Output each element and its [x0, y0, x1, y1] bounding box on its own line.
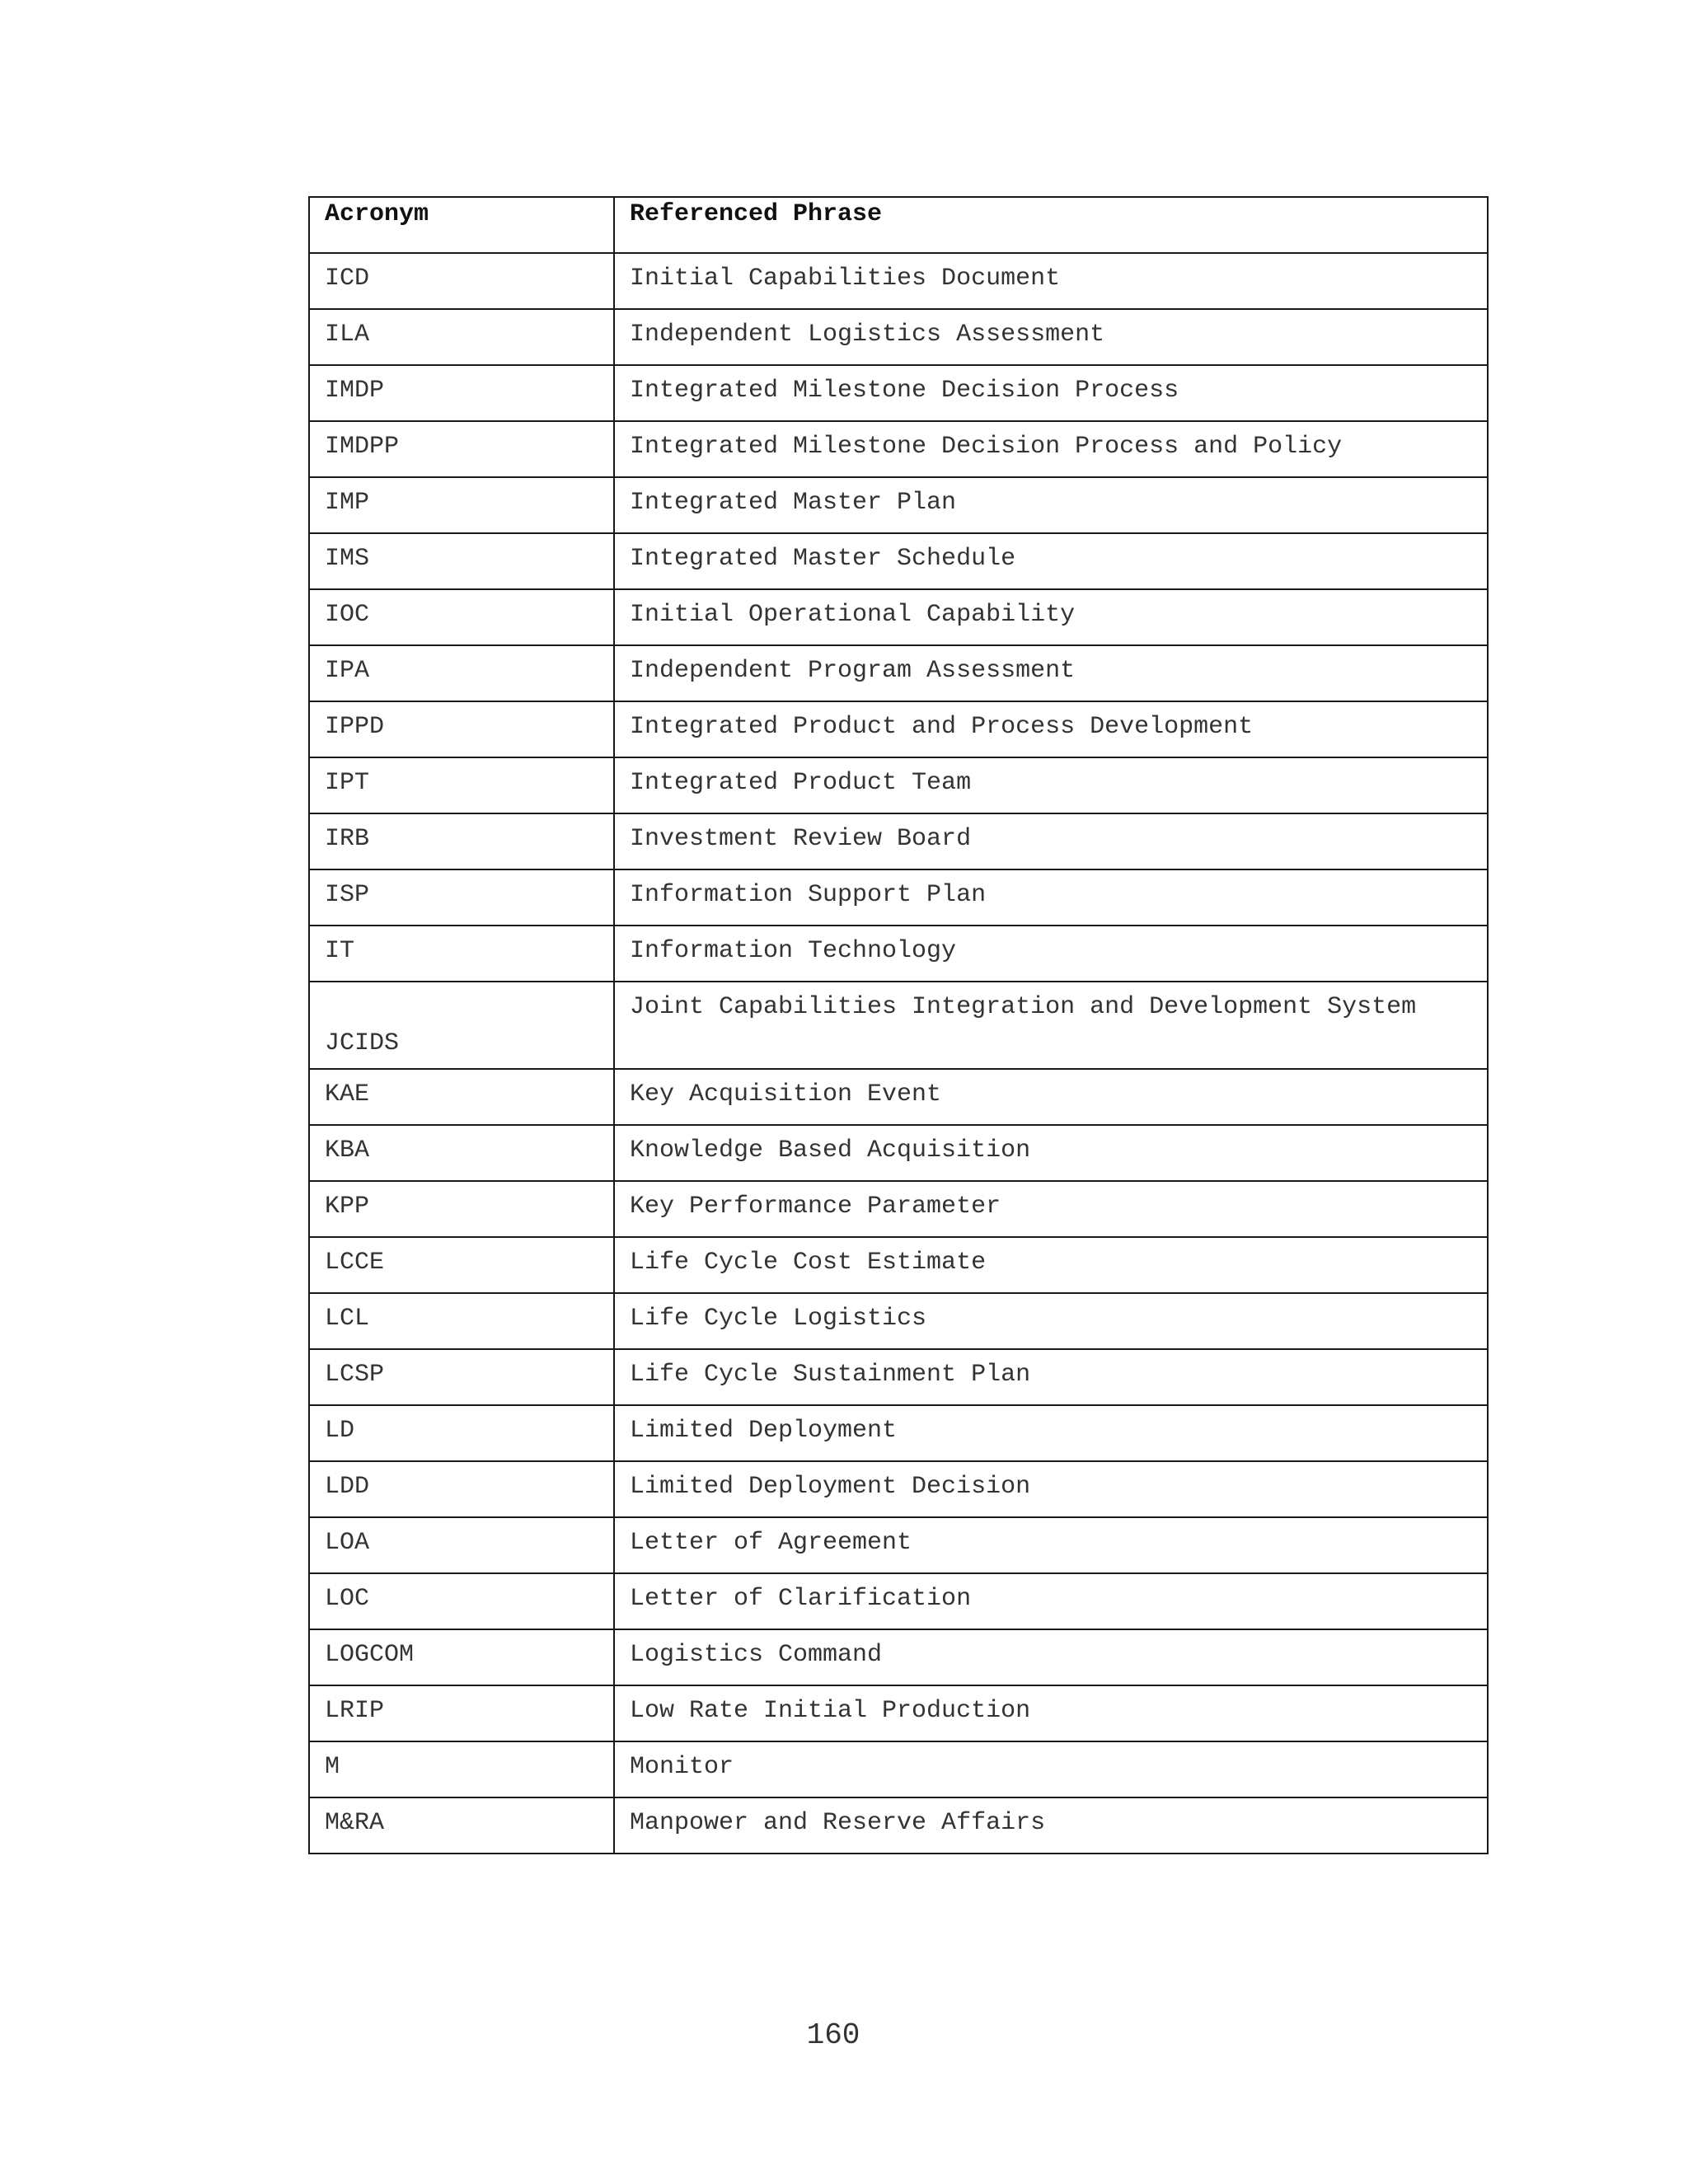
table-row [309, 253, 1488, 309]
acronym-cell: IOC [309, 589, 614, 645]
table-row [309, 1349, 1488, 1405]
table-row [309, 1517, 1488, 1573]
table-row [309, 982, 1488, 1069]
phrase-cell: Life Cycle Cost Estimate [614, 1237, 1488, 1293]
table-row [309, 589, 1488, 645]
phrase-cell: Knowledge Based Acquisition [614, 1125, 1488, 1181]
phrase-cell: Limited Deployment Decision [614, 1461, 1488, 1517]
acronym-cell: LOGCOM [309, 1629, 614, 1685]
table-row [309, 1069, 1488, 1125]
acronym-cell: LOA [309, 1517, 614, 1573]
table-row [309, 1797, 1488, 1854]
phrase-cell: Integrated Master Plan [614, 477, 1488, 533]
table-row [309, 1181, 1488, 1237]
acronym-cell: LCL [309, 1293, 614, 1349]
phrase-cell: Initial Capabilities Document [614, 253, 1488, 309]
phrase-cell: Letter of Agreement [614, 1517, 1488, 1573]
table-row [309, 1629, 1488, 1685]
phrase-cell: Integrated Milestone Decision Process and Policy [614, 421, 1488, 477]
acronym-cell: LCSP [309, 1349, 614, 1405]
table-row [309, 701, 1488, 757]
phrase-cell: Letter of Clarification [614, 1573, 1488, 1629]
acronym-cell: ICD [309, 253, 614, 309]
phrase-cell: Integrated Product Team [614, 757, 1488, 813]
acronym-cell: IMDPP [309, 421, 614, 477]
acronym-cell: KAE [309, 1069, 614, 1125]
phrase-cell: Investment Review Board [614, 813, 1488, 869]
phrase-cell: Manpower and Reserve Affairs [614, 1797, 1488, 1854]
table-row [309, 869, 1488, 926]
table-row [309, 1461, 1488, 1517]
phrase-cell: Integrated Milestone Decision Process [614, 365, 1488, 421]
phrase-cell: Logistics Command [614, 1629, 1488, 1685]
table-row [309, 1685, 1488, 1741]
acronym-cell: LCCE [309, 1237, 614, 1293]
phrase-cell: Initial Operational Capability [614, 589, 1488, 645]
phrase-cell: Life Cycle Sustainment Plan [614, 1349, 1488, 1405]
acronym-cell: IPA [309, 645, 614, 701]
acronym-cell: LRIP [309, 1685, 614, 1741]
acronym-cell: M&RA [309, 1797, 614, 1854]
acronym-cell: KPP [309, 1181, 614, 1237]
phrase-cell: Integrated Product and Process Development [614, 701, 1488, 757]
phrase-cell: Integrated Master Schedule [614, 533, 1488, 589]
acronym-cell: LDD [309, 1461, 614, 1517]
table-row [309, 1125, 1488, 1181]
phrase-cell: Monitor [614, 1741, 1488, 1797]
acronym-cell: IMS [309, 533, 614, 589]
table-header-row [309, 197, 1488, 253]
table-row [309, 926, 1488, 982]
acronym-cell: ISP [309, 869, 614, 926]
table-row [309, 1293, 1488, 1349]
phrase-cell: Independent Program Assessment [614, 645, 1488, 701]
acronym-cell: IMP [309, 477, 614, 533]
table-row [309, 309, 1488, 365]
table-row [309, 1741, 1488, 1797]
acronym-cell: LD [309, 1405, 614, 1461]
phrase-cell: Information Support Plan [614, 869, 1488, 926]
phrase-cell: Independent Logistics Assessment [614, 309, 1488, 365]
header-referenced-phrase: Referenced Phrase [614, 197, 1488, 253]
table-row [309, 477, 1488, 533]
phrase-cell: Limited Deployment [614, 1405, 1488, 1461]
acronym-cell: IPPD [309, 701, 614, 757]
phrase-cell: Information Technology [614, 926, 1488, 982]
phrase-cell: Key Acquisition Event [614, 1069, 1488, 1125]
acronym-cell: LOC [309, 1573, 614, 1629]
acronym-cell: ILA [309, 309, 614, 365]
phrase-cell: Joint Capabilities Integration and Development System [614, 982, 1488, 1069]
page-number: 160 [806, 2018, 860, 2052]
table-row [309, 1237, 1488, 1293]
acronym-cell: JCIDS [309, 982, 614, 1069]
acronym-cell: IPT [309, 757, 614, 813]
phrase-cell: Low Rate Initial Production [614, 1685, 1488, 1741]
table-row [309, 365, 1488, 421]
table-row [309, 1573, 1488, 1629]
header-acronym: Acronym [309, 197, 614, 253]
phrase-cell: Key Performance Parameter [614, 1181, 1488, 1237]
table-row [309, 421, 1488, 477]
acronym-table [308, 196, 1489, 1854]
acronym-cell: IMDP [309, 365, 614, 421]
acronym-cell: M [309, 1741, 614, 1797]
table-row [309, 645, 1488, 701]
table-row [309, 1405, 1488, 1461]
phrase-cell: Life Cycle Logistics [614, 1293, 1488, 1349]
table-row [309, 533, 1488, 589]
acronym-cell: KBA [309, 1125, 614, 1181]
acronym-cell: IT [309, 926, 614, 982]
table-row [309, 757, 1488, 813]
table-row [309, 813, 1488, 869]
acronym-cell: IRB [309, 813, 614, 869]
